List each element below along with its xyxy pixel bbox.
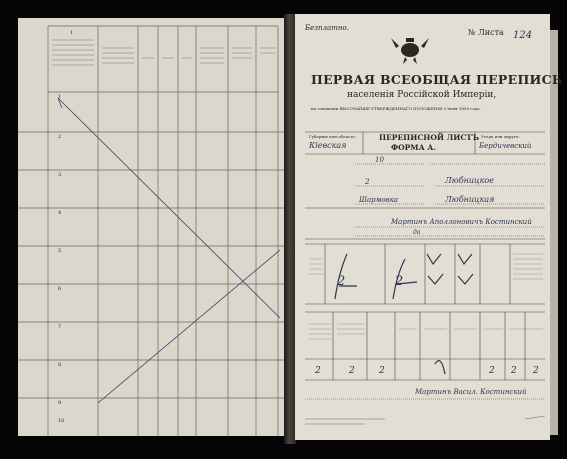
count-mark: 2 <box>337 274 346 289</box>
row-number: 1 <box>58 94 62 100</box>
district-number-value: 10 <box>375 156 384 164</box>
row-number: 8 <box>58 362 62 368</box>
form-subtitle: ФОРМА А. <box>391 143 437 152</box>
row-number: 9 <box>58 400 62 406</box>
row-number: 5 <box>58 248 62 254</box>
bottom-value: 2 <box>511 366 517 376</box>
row-number: 6 <box>58 286 62 292</box>
left-page <box>18 18 284 436</box>
form-title: ПЕРЕПИСНОЙ ЛИСТЪ <box>379 133 480 142</box>
bottom-value: 2 <box>315 366 321 376</box>
place-value: Шармовка <box>359 196 399 204</box>
bottom-value: 2 <box>533 366 539 376</box>
row-number: 7 <box>58 324 62 330</box>
row-number: 10 <box>58 418 65 424</box>
village-value-1: Любницкое <box>445 176 494 185</box>
row-number: 4 <box>58 210 62 216</box>
signature-value: Мартинъ Васил. Костинский <box>415 388 527 396</box>
free-label: Безплатно. <box>305 24 349 32</box>
section-value: 2 <box>365 178 370 186</box>
census-title: ПЕРВАЯ ВСЕОБЩАЯ ПЕРЕПИСЬ <box>311 72 563 87</box>
village-value-2: Любницкая <box>445 195 495 204</box>
census-decree-line: на основанiи ВЫСОЧАЙШЕ УТВЕРЖДЕННАГО ПОЛОЖЕНIЯ 5 Iюня 1895 года. <box>311 106 481 111</box>
yes-value: да <box>413 229 421 236</box>
district-label: Уездъ или округъ: <box>481 134 520 139</box>
handwritten-tally-marks <box>335 254 473 374</box>
census-subtitle: населенiя Россiйской Имперiи, <box>347 90 497 100</box>
owner-value: Мартинъ Аполлоновичъ Костинский <box>391 218 532 226</box>
sheet-number-label: № Листа <box>468 28 504 37</box>
imperial-eagle-emblem <box>391 38 429 64</box>
sheet-number-value: 124 <box>513 30 533 41</box>
header-col-number: 1 <box>70 30 74 36</box>
row-number: 3 <box>58 172 62 178</box>
right-page <box>295 14 563 440</box>
bottom-value: 2 <box>349 366 355 376</box>
province-label: Губернiя или область: <box>309 134 356 139</box>
row-number: 2 <box>58 134 62 140</box>
count-mark: 2 <box>395 274 404 289</box>
strike-line <box>98 250 280 403</box>
district-value: Бердичевский <box>479 142 532 150</box>
left-page-ruling <box>18 18 284 436</box>
province-value: Кiевская <box>309 141 347 150</box>
bottom-value: 2 <box>379 366 385 376</box>
bottom-value: 2 <box>489 366 495 376</box>
